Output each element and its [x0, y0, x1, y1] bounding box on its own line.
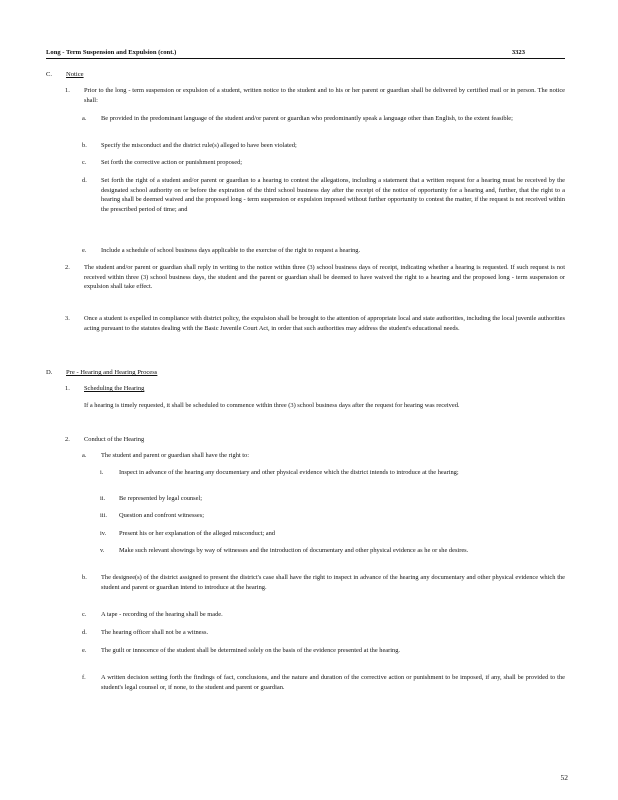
paragraph-d2a-v [100, 546, 565, 556]
subheading-title: Conduct of the Hearing [84, 436, 145, 443]
item-number: 3. [65, 315, 70, 322]
policy-number: 3323 [511, 49, 525, 56]
paragraph-text: Present his or her explanation of the alleged misconduct; and [119, 530, 275, 537]
paragraph-c1a [82, 114, 565, 124]
paragraph-c1 [65, 86, 565, 105]
paragraph-d2a-i [100, 468, 565, 478]
paragraph-text: The designee(s) of the district assigned to present the district's case shall have the right to inspect in advance of the hearing any documentary and other physical evidence which the student and parent or guardian intend to introduce at the hearing. [101, 574, 565, 591]
paragraph-c3 [65, 314, 565, 333]
section-title: Pre - Hearing and Hearing Process [66, 369, 158, 376]
paragraph-text: Once a student is expelled in compliance with district policy, the expulsion shall be brought to the attention of appropriate local and state authorities, including the local juvenile authorities acting pursuant to the statutes dealing with the Basic Juvenile Court Act, in order that such authorities may address the student's educational needs. [84, 315, 565, 332]
paragraph-text: Be provided in the predominant language of the student and/or parent or guardian who predominantly speak a language other than English, to the extent feasible; [101, 115, 513, 122]
paragraph-c1e [82, 246, 565, 256]
paragraph-c1b [82, 141, 565, 151]
page-number: 52 [560, 773, 568, 782]
subheading-d2 [65, 435, 565, 445]
paragraph-text: A tape - recording of the hearing shall be made. [101, 611, 223, 618]
item-number: iii. [100, 512, 107, 519]
paragraph-text: The hearing officer shall not be a witness. [101, 629, 209, 636]
paragraph-text: Set forth the corrective action or punishment proposed; [101, 159, 243, 166]
subheading-d1 [65, 384, 565, 394]
paragraph-text: The student and/or parent or guardian shall reply in writing to the notice within three (3) school business days of receipt, indicating whether a hearing is requested. If such request is not received within three (3) school business days, the student and the parent or guardian shall be deemed to have waived the right to a hearing and the proposed long - term suspension or expulsion shall take effect. [84, 264, 565, 291]
item-number: 2. [65, 436, 70, 443]
item-number: ii. [100, 495, 106, 502]
paragraph-d2b [82, 573, 565, 592]
paragraph-text: Include a schedule of school business days applicable to the exercise of the right to request a hearing. [101, 247, 361, 254]
item-number: a. [82, 452, 87, 459]
paragraph-c1d [82, 176, 565, 214]
section-c-heading [46, 70, 84, 80]
item-number: b. [82, 142, 87, 149]
item-number: c. [82, 611, 87, 618]
paragraph-text: If a hearing is timely requested, it shall be scheduled to commence within three (3) school business days after the request for hearing was received. [84, 402, 460, 409]
section-letter: D. [46, 369, 53, 376]
paragraph-text: Specify the misconduct and the district rule(s) alleged to have been violated; [101, 142, 297, 149]
page-header [46, 49, 565, 59]
item-number: e. [82, 247, 87, 254]
item-number: 1. [65, 385, 70, 392]
paragraph-c2 [65, 263, 565, 292]
item-number: a. [82, 115, 87, 122]
paragraph-text: Inspect in advance of the hearing any documentary and other physical evidence which the district intends to introduce at the hearing; [119, 469, 459, 476]
paragraph-text: Question and confront witnesses; [119, 512, 205, 519]
paragraph-text: Prior to the long - term suspension or expulsion of a student, written notice to the student and to his or her parent or guardian shall be delivered by certified mail or in person. The notice shall: [84, 87, 565, 104]
item-number: b. [82, 574, 87, 581]
paragraph-d2f [82, 673, 565, 692]
item-number: c. [82, 159, 87, 166]
paragraph-d2c [82, 610, 565, 620]
paragraph-text: Set forth the right of a student and/or parent or guardian to a hearing to contest the allegations, including a statement that a written request for a hearing must be received by the designated school authority on or before the expiration of the third school business day after the receipt of the notice of opportunity for a hearing and, further, that the right to a hearing shall be deemed waived and the proposed long - term suspension or expulsion imposed without further opportunity to contest the matter, if the request is not received within the prescribed period of time; and [101, 177, 565, 213]
item-number: 2. [65, 264, 70, 271]
item-number: i. [100, 469, 104, 476]
section-letter: C. [46, 71, 53, 78]
section-title: Notice [66, 71, 84, 78]
item-number: f. [82, 674, 86, 681]
item-number: iv. [100, 530, 107, 537]
paragraph-text: The student and parent or guardian shall have the right to: [101, 452, 250, 459]
item-number: d. [82, 629, 87, 636]
paragraph-d2a-ii [100, 494, 565, 504]
paragraph-d2e [82, 646, 565, 656]
paragraph-d2a [82, 451, 565, 461]
paragraph-text: A written decision setting forth the findings of fact, conclusions, and the nature and duration of the corrective action or punishment to be imposed, if any, shall be provided to the student's legal counsel or, if none, to the student and parent or guardian. [101, 674, 565, 691]
item-number: e. [82, 647, 87, 654]
paragraph-d2a-iv [100, 529, 565, 539]
section-d-heading [46, 368, 157, 378]
item-number: d. [82, 177, 87, 184]
paragraph-d2d [82, 628, 565, 638]
paragraph-text: The guilt or innocence of the student shall be determined solely on the basis of the evidence presented at the hearing. [101, 647, 401, 654]
item-number: v. [100, 547, 105, 554]
paragraph-text: Be represented by legal counsel; [119, 495, 203, 502]
paragraph-d1 [84, 401, 565, 411]
paragraph-d2a-iii [100, 511, 565, 521]
paragraph-c1c [82, 158, 565, 168]
item-number: 1. [65, 87, 70, 94]
subheading-title: Scheduling the Hearing [84, 385, 145, 392]
header-title: Long - Term Suspension and Expulsion (cont.) [46, 49, 177, 56]
paragraph-text: Make such relevant showings by way of witnesses and the introduction of documentary and other physical evidence as he or she desires. [119, 547, 469, 554]
